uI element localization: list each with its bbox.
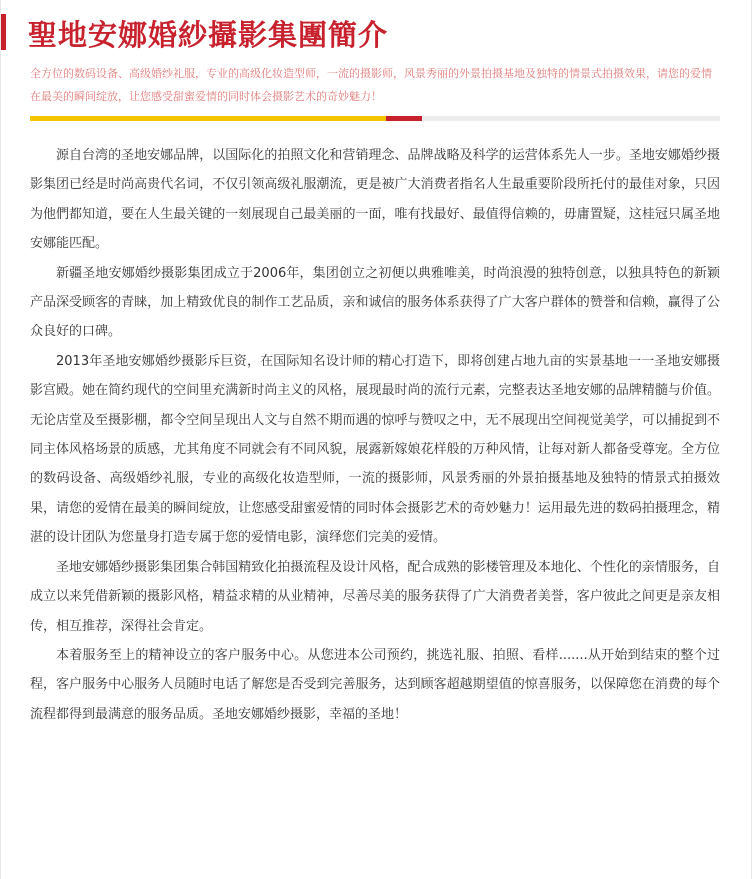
paragraph-customer-service: 本着服务至上的精神设立的客户服务中心。从您进本公司预约，挑选礼服、拍照、看样.......从开始到结束的整个过程，客户服务中心服务人员随时电话了解您是否受到完善服务，达到顾客超越期望值的惊喜服务，以保障您在消费的每个流程都得到最满意的服务品质。圣地安娜婚纱摄影，幸福的圣地！ — [30, 647, 720, 722]
paragraph-founding: 新疆圣地安娜婚纱摄影集团成立于2006年，集团创立之初便以典雅唯美，时尚浪漫的独特创意，以独具特色的新颖产品深受顾客的青睐，加上精致优良的制作工艺品质，亲和诚信的服务体系获得了广大客户群体的赞誉和信赖，赢得了公众良好的口碑。 — [30, 265, 720, 340]
article-body — [30, 141, 720, 729]
section-divider — [30, 116, 720, 121]
page-title: 聖地安娜婚紗攝影集團簡介 — [28, 18, 389, 52]
divider-yellow-segment — [30, 116, 386, 121]
title-accent-bar — [1, 14, 6, 50]
paragraph-brand-origin: 源自台湾的圣地安娜品牌，以国际化的拍照文化和营销理念、品牌战略及科学的运营体系先人一步。圣地安娜婚纱摄影集团已经是时尚高贵代名词，不仅引领高级礼服潮流，更是被广大消费者指名人生最重要阶段所托付的最佳对象，只因为他們都知道，要在人生最关键的一刻展现自己最美丽的一面，唯有找最好、最值得信赖的，毋庸置疑，这桂冠只属圣地安娜能匹配。 — [30, 148, 720, 252]
page-subtitle: 全方位的数码设备、高级婚纱礼服，专业的高级化妆造型师，一流的摄影师，风景秀丽的外景拍摄基地及独特的情景式拍摄效果，请您的爱情在最美的瞬间绽放，让您感受甜蜜爱情的同时体会摄影艺术的奇妙魅力！ — [30, 67, 712, 103]
divider-red-segment — [386, 116, 422, 121]
paragraph-palace: 2013年圣地安娜婚纱摄影斥巨资，在国际知名设计师的精心打造下，即将创建占地九亩的实景基地一一圣地安娜摄影宫殿。她在简约现代的空间里充满新时尚主义的风格，展现最时尚的流行元素，完整表达圣地安娜的品牌精髓与价值。无论店堂及至摄影棚，都令空间呈现出人文与自然不期而遇的惊呼与赞叹之中，无不展现出空间视觉美学，可以捕捉到不同主体风格场景的质感，尤其角度不同就会有不同风貌，展露新嫁娘花样般的万种风情，让每对新人都备受尊宠。全方位的数码设备、高级婚纱礼服，专业的高级化妆造型师，一流的摄影师，风景秀丽的外景拍摄基地及独特的情景式拍摄效果，请您的爱情在最美的瞬间绽放，让您感受甜蜜爱情的同时体会摄影艺术的奇妙魅力！运用最先进的数码拍摄理念，精湛的设计团队为您量身打造专属于您的爱情电影，演绎您们完美的爱情。 — [30, 353, 720, 546]
paragraph-korean-style: 圣地安娜婚纱摄影集团集合韩国精致化拍摄流程及设计风格，配合成熟的影楼管理及本地化、个性化的亲情服务，自成立以来凭借新颖的摄影风格，精益求精的从业精神，尽善尽美的服务获得了广大消费者美誉，客户彼此之间更是亲友相传，相互推荐，深得社会肯定。 — [30, 559, 720, 634]
